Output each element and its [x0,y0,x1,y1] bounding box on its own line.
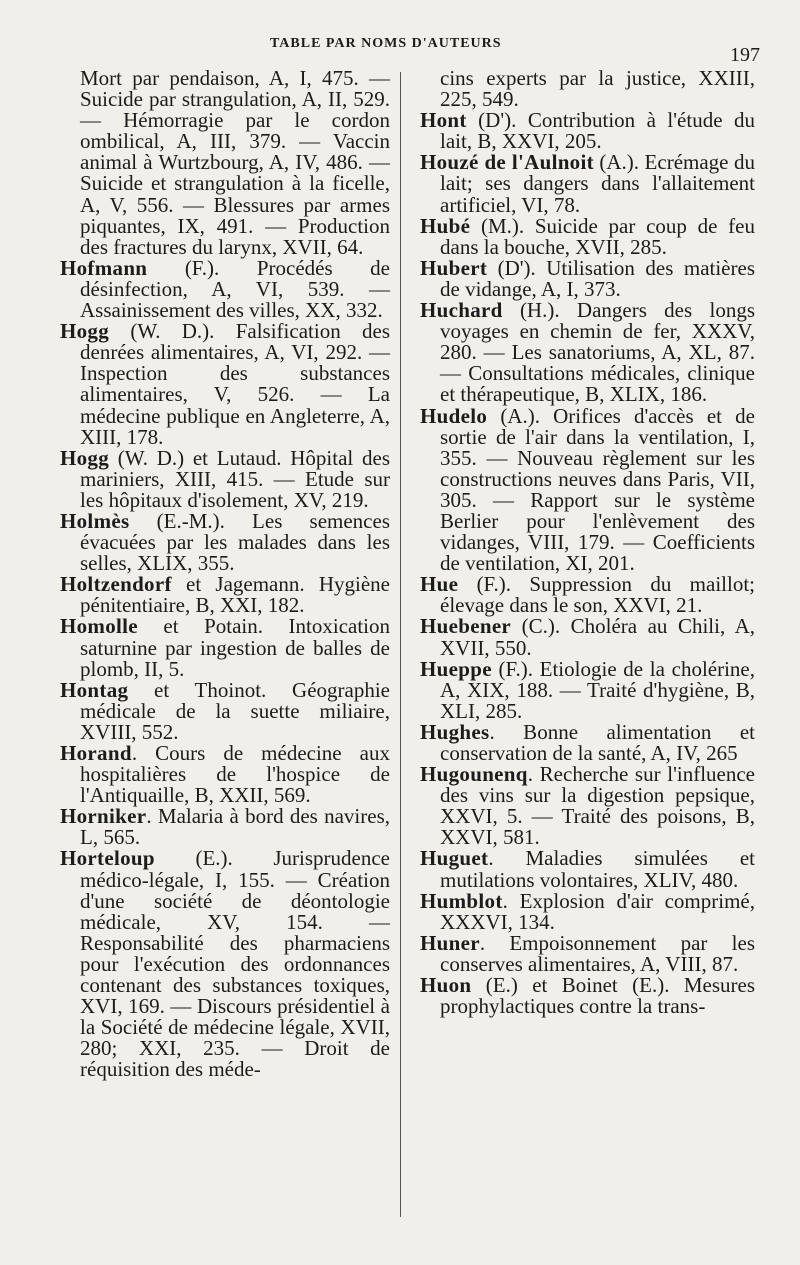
index-entry [420,656,755,723]
entry-text: . Maladies simulées et mutilations volontaires, XLIV, 480. [440,846,755,892]
author-name: Houzé de l'Aulnoit [420,150,594,175]
entry-text: (D'). Contribution à l'étude du lait, B, XXVI, 205. [440,108,755,154]
index-entry [420,888,755,934]
index-entry [420,719,755,765]
right-column [420,68,755,1017]
author-name: Huebener [420,614,512,639]
entry-text: (F.). Etiologie de la cholérine, A, XIX, 188. — Traité d'hygiène, B, XLI, 285. [440,656,755,723]
entry-text: (W. D.) et Lutaud. Hôpital des mariniers, XIII, 415. — Etude sur les hôpitaux d'isolement, XV, 219. [80,445,390,512]
entry-text: (E.) et Boinet (E.). Mesures prophylactiques contre la trans- [440,973,755,1019]
entry-text: (E.-M.). Les semences évacuées par les malades dans les selles, XLIX, 355. [80,508,390,576]
author-name: Hont [420,108,467,133]
author-name: Holtzendorf [60,572,172,597]
entry-text: (A.). Orifices d'accès et de sortie de l'air dans la ventilation, I, 355. — Nouveau règlement sur les constructions neuves dans Paris, VII, 305. — Rapport sur le système Berlier pour l'enlèvement des vidanges, VIII, 179. — Coefficients de ventilation, XI, 201. [440,403,755,576]
entry-text: (D'). Utilisation des matières de vidange, A, I, 373. [440,255,755,301]
author-name: Hugounenq [420,762,528,787]
entry-text: . Bonne alimentation et conservation de la santé, A, IV, 265 [440,719,755,765]
index-entry [60,255,390,323]
entry-text: . Malaria à bord des navires, L, 565. [80,804,390,850]
index-entry [420,764,755,848]
author-name: Horniker [60,804,147,829]
author-name: Hubé [420,213,471,238]
index-entry [60,321,390,448]
index-entry [420,848,755,890]
entry-text: et Jagemann. Hygiène pénitentiaire, B, XXI, 182. [80,572,390,618]
entry-text: cins experts par la justice, XXIII, 225, 549. [440,66,755,112]
author-name: Hontag [60,677,129,702]
index-entry [420,68,755,110]
author-name: Homolle [60,614,138,639]
column-divider [400,72,401,1217]
author-name: Holmès [60,508,130,533]
entry-text: Mort par pendaison, A, I, 475. — Suicide par strangulation, A, II, 529. — Hémorragie par le cordon ombilical, A, III, 379. — Vaccin animal à Wurtzbourg, A, IV, 486. — Suicide et strangulation à la ficelle, A, V, 556. — Blessures par armes piquantes, IX, 491. — Production des fractures du larynx, XVII, 64. [80,66,390,259]
author-name: Hubert [420,255,488,280]
index-entry [420,300,755,405]
entry-text: et Potain. Intoxication saturnine par ingestion de balles de plomb, II, 5. [80,614,390,681]
index-entry [60,677,390,744]
entry-text: . Recherche sur l'influence des vins sur la digestion pepsique, XXVI, 5. — Traité des poisons, B, XXVI, 581. [440,762,755,850]
author-name: Hogg [60,445,110,470]
index-entry [60,743,390,806]
author-name: Huner [420,930,480,955]
entry-text: (A.). Ecrémage du lait; ses dangers dans l'allaitement artificiel, VI, 78. [440,150,755,217]
author-name: Horand [60,741,132,765]
author-name: Hueppe [420,656,492,681]
index-entry [60,848,390,1080]
left-column [60,68,390,1081]
index-entry [60,445,390,512]
index-entry [420,213,755,259]
author-name: Hudelo [420,403,488,428]
index-entry [420,403,755,576]
author-name: Humblot [420,888,503,913]
entry-text: . Empoisonnement par les conserves alimentaires, A, VIII, 87. [440,930,755,976]
index-entry [420,110,755,152]
page-number: 197 [730,44,760,66]
index-entry [420,975,755,1017]
author-name: Hofmann [60,255,148,280]
author-name: Huon [420,973,472,998]
author-name: Hughes [420,719,490,744]
index-entry [420,255,755,301]
index-entry [420,930,755,976]
author-name: Huchard [420,298,503,323]
index-entry [60,574,390,616]
index-entry [60,508,390,576]
entry-text: (W. D.). Falsification des denrées alimentaires, A, VI, 292. — Inspection des substances alimentaires, V, 526. — La médecine publique en Angleterre, A, XIII, 178. [80,319,390,449]
entry-text: et Thoinot. Géographie médicale de la suette miliaire, XVIII, 552. [80,677,390,744]
index-entry [420,152,755,215]
entry-text: (M.). Suicide par coup de feu dans la bouche, XVII, 285. [440,213,755,259]
author-name: Horteloup [60,846,155,871]
entry-text: (C.). Choléra au Chili, A, XVII, 550. [440,614,755,660]
index-entry [60,68,390,258]
entry-text: . Cours de médecine aux hospitalières de l'hospice de l'Antiquaille, B, XXII, 569. [80,741,390,808]
index-entry [60,616,390,679]
entry-text: (F.). Suppression du maillot; élevage dans le son, XXVI, 21. [440,572,755,618]
entry-text: (E.). Jurisprudence médico-légale, I, 155. — Création d'une société de déontologie médicale, XV, 154. — Responsabilité des pharmaciens pour l'exécution des ordonnances contenant des substances toxiques, XVI, 169. — Discours présidentiel à la Société de médecine légale, XVII, 280; XXI, 235. — Droit de réquisition des méde- [80,846,390,1082]
running-title: TABLE PAR NOMS D'AUTEURS [270,36,502,51]
index-entry [60,806,390,848]
entry-text: (F.). Procédés de désinfection, A, VI, 539. — Assainissement des villes, XX, 332. [80,255,390,323]
index-entry [420,574,755,616]
author-name: Hue [420,572,459,597]
entry-text: (H.). Dangers des longs voyages en chemin de fer, XXXV, 280. — Les sanatoriums, A, XL, 87. — Consultations médicales, clinique et thérapeutique, B, XLIX, 186. [440,298,755,407]
index-entry [420,616,755,658]
author-name: Huguet [420,846,489,871]
author-name: Hogg [60,319,110,344]
entry-text: . Explosion d'air comprimé, XXXVI, 134. [440,888,755,934]
